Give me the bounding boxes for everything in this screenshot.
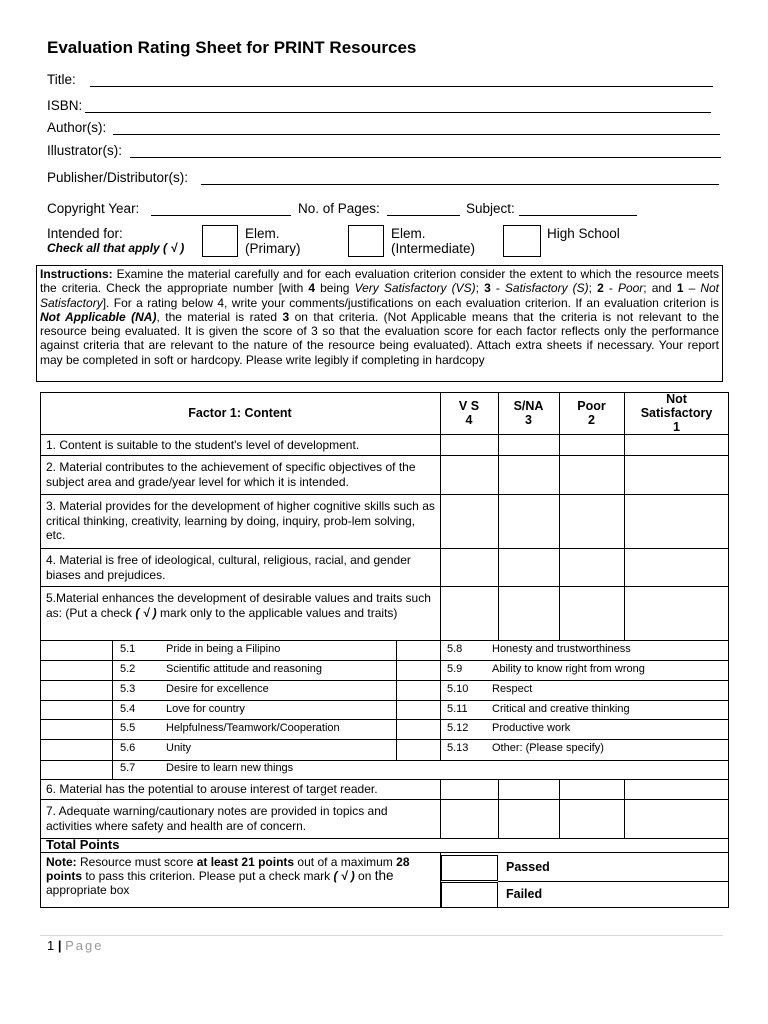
value-checkbox-5-3[interactable] (41, 681, 112, 700)
value-num: 5.11 (447, 703, 468, 715)
value-checkbox-5-10[interactable] (397, 681, 440, 700)
value-checkbox-5-7[interactable] (41, 761, 112, 779)
intermediate-option-label: Elem. (Intermediate) (391, 226, 476, 256)
copyright-field[interactable] (151, 215, 291, 216)
value-num: 5.4 (120, 703, 136, 715)
failed-checkbox[interactable] (441, 882, 498, 908)
criterion-row-2: 2. Material contributes to the achievement of specific objectives of the subject area and grade/year level for which it is intended. (46, 460, 416, 489)
isbn-label: ISBN: (47, 98, 83, 113)
authors-field[interactable] (113, 134, 720, 135)
value-label: Scientific attitude and reasoning (166, 663, 322, 675)
value-checkbox-5-1[interactable] (41, 641, 112, 660)
pages-field[interactable] (387, 215, 460, 216)
copyright-label: Copyright Year: (47, 201, 140, 216)
total-points-label: Total Points (46, 837, 120, 852)
value-label: Respect (492, 683, 533, 695)
value-checkbox-5-11[interactable] (397, 701, 440, 719)
col-sna-header: S/NA 3 (513, 399, 544, 427)
value-label: Pride in being a Filipino (166, 643, 281, 655)
title-label: Title: (47, 72, 76, 87)
subject-label: Subject: (466, 201, 515, 216)
intermediate-checkbox[interactable] (348, 225, 384, 257)
value-num: 5.13 (447, 742, 469, 754)
value-checkbox-5-12[interactable] (397, 720, 440, 739)
footer-rule (40, 935, 723, 936)
primary-checkbox[interactable] (202, 225, 238, 257)
publisher-label: Publisher/Distributor(s): (47, 170, 189, 185)
value-label: Critical and creative thinking (492, 703, 630, 715)
authors-label: Author(s): (47, 120, 107, 135)
illustrators-field[interactable] (130, 157, 721, 158)
page-title: Evaluation Rating Sheet for PRINT Resources (47, 38, 417, 57)
passed-label: Passed (506, 860, 550, 874)
value-num: 5.9 (447, 663, 463, 675)
value-label: Productive work (492, 722, 571, 734)
value-num: 5.7 (120, 762, 136, 774)
value-label: Desire for excellence (166, 683, 269, 695)
value-num: 5.6 (120, 742, 136, 754)
factor-header: Factor 1: Content (188, 406, 292, 420)
value-num: 5.8 (447, 643, 463, 655)
value-checkbox-5-2[interactable] (41, 661, 112, 680)
value-checkbox-5-8[interactable] (397, 641, 440, 660)
criterion-row-7: 7. Adequate warning/cautionary notes are provided in topics and activities where safety and health are of concern. (46, 804, 388, 833)
value-checkbox-5-13[interactable] (397, 740, 440, 760)
subject-field[interactable] (519, 215, 637, 216)
pages-label: No. of Pages: (298, 201, 380, 216)
highschool-option-label: High School (547, 226, 620, 241)
value-label: Helpfulness/Teamwork/Cooperation (166, 722, 340, 734)
value-checkbox-5-4[interactable] (41, 701, 112, 719)
value-label: Other: (Please specify) (492, 742, 604, 754)
primary-option-label: Elem. (Primary) (245, 226, 301, 256)
isbn-field[interactable] (85, 112, 711, 113)
col-vs-header: V S 4 (458, 399, 480, 427)
value-num: 5.3 (120, 683, 136, 695)
value-num: 5.10 (447, 683, 469, 695)
page-footer: 1 | Page (47, 938, 104, 953)
value-num: 5.5 (120, 722, 136, 734)
value-checkbox-5-5[interactable] (41, 720, 112, 739)
value-label: Ability to know right from wrong (492, 663, 645, 675)
value-num: 5.12 (447, 722, 469, 734)
instructions-box: Instructions: Examine the material carefully and for each evaluation criterion consider the extent to which the resource meets the criteria. Check the appropriate number [with 4 being Very Satisfactory (VS); 3 - Satisfactory (S); 2 - Poor; and 1 – Not Satisfactory]. For a rating below 4, write your comments/justifications on each evaluation criterion. If an evaluation criterion is Not Applicable (NA), the material is rated 3 on that criteria. (Not Applicable means that the criteria is not relevant to the resource being evaluated. It is given the score of 3 so that the evaluation score for each factor reflects only the performance against criteria that are relevant to the nature of the resource being evaluated). Attach extra sheets if necessary. Your report may be completed in soft or hardcopy. Please write legibly if completing in hardcopy (36, 265, 723, 382)
failed-label: Failed (506, 887, 543, 901)
highschool-checkbox[interactable] (503, 225, 541, 257)
passed-checkbox[interactable] (441, 855, 498, 881)
page-word: Page (65, 938, 104, 953)
page-number: 1 (47, 938, 55, 953)
criterion-row-5: 5.Material enhances the development of desirable values and traits such as: (Put a check ( √ ) mark only to the applicable values and traits) (46, 591, 431, 620)
publisher-field[interactable] (201, 184, 719, 185)
value-num: 5.2 (120, 663, 136, 675)
value-num: 5.1 (120, 643, 136, 655)
title-field[interactable] (90, 86, 713, 87)
value-label: Desire to learn new things (166, 762, 294, 774)
value-label: Honesty and trustworthiness (492, 643, 631, 655)
pass-note: Note: Resource must score at least 21 points out of a maximum 28 points to pass this criterion. Please put a check mark ( √ ) on the appropriate box (46, 855, 410, 897)
illustrators-label: Illustrator(s): (47, 143, 123, 158)
value-checkbox-5-6[interactable] (41, 740, 112, 760)
check-note: Check all that apply ( √ ) (47, 241, 185, 255)
criterion-row-1: 1. Content is suitable to the student's level of development. (46, 438, 360, 452)
value-label: Unity (166, 742, 192, 754)
criterion-row-6: 6. Material has the potential to arouse interest of target reader. (46, 782, 378, 796)
col-ns-header: Not Satisfactory 1 (640, 392, 713, 434)
intended-label: Intended for: (47, 226, 123, 241)
criterion-row-3: 3. Material provides for the development of higher cognitive skills such as critical thinking, creativity, learning by doing, inquiry, prob-lem solving, etc. (46, 499, 435, 542)
col-poor-header: Poor 2 (577, 399, 606, 427)
criterion-row-4: 4. Material is free of ideological, cultural, religious, racial, and gender biases and prejudices. (46, 553, 411, 582)
value-checkbox-5-9[interactable] (397, 661, 440, 680)
value-label: Love for country (166, 703, 245, 715)
